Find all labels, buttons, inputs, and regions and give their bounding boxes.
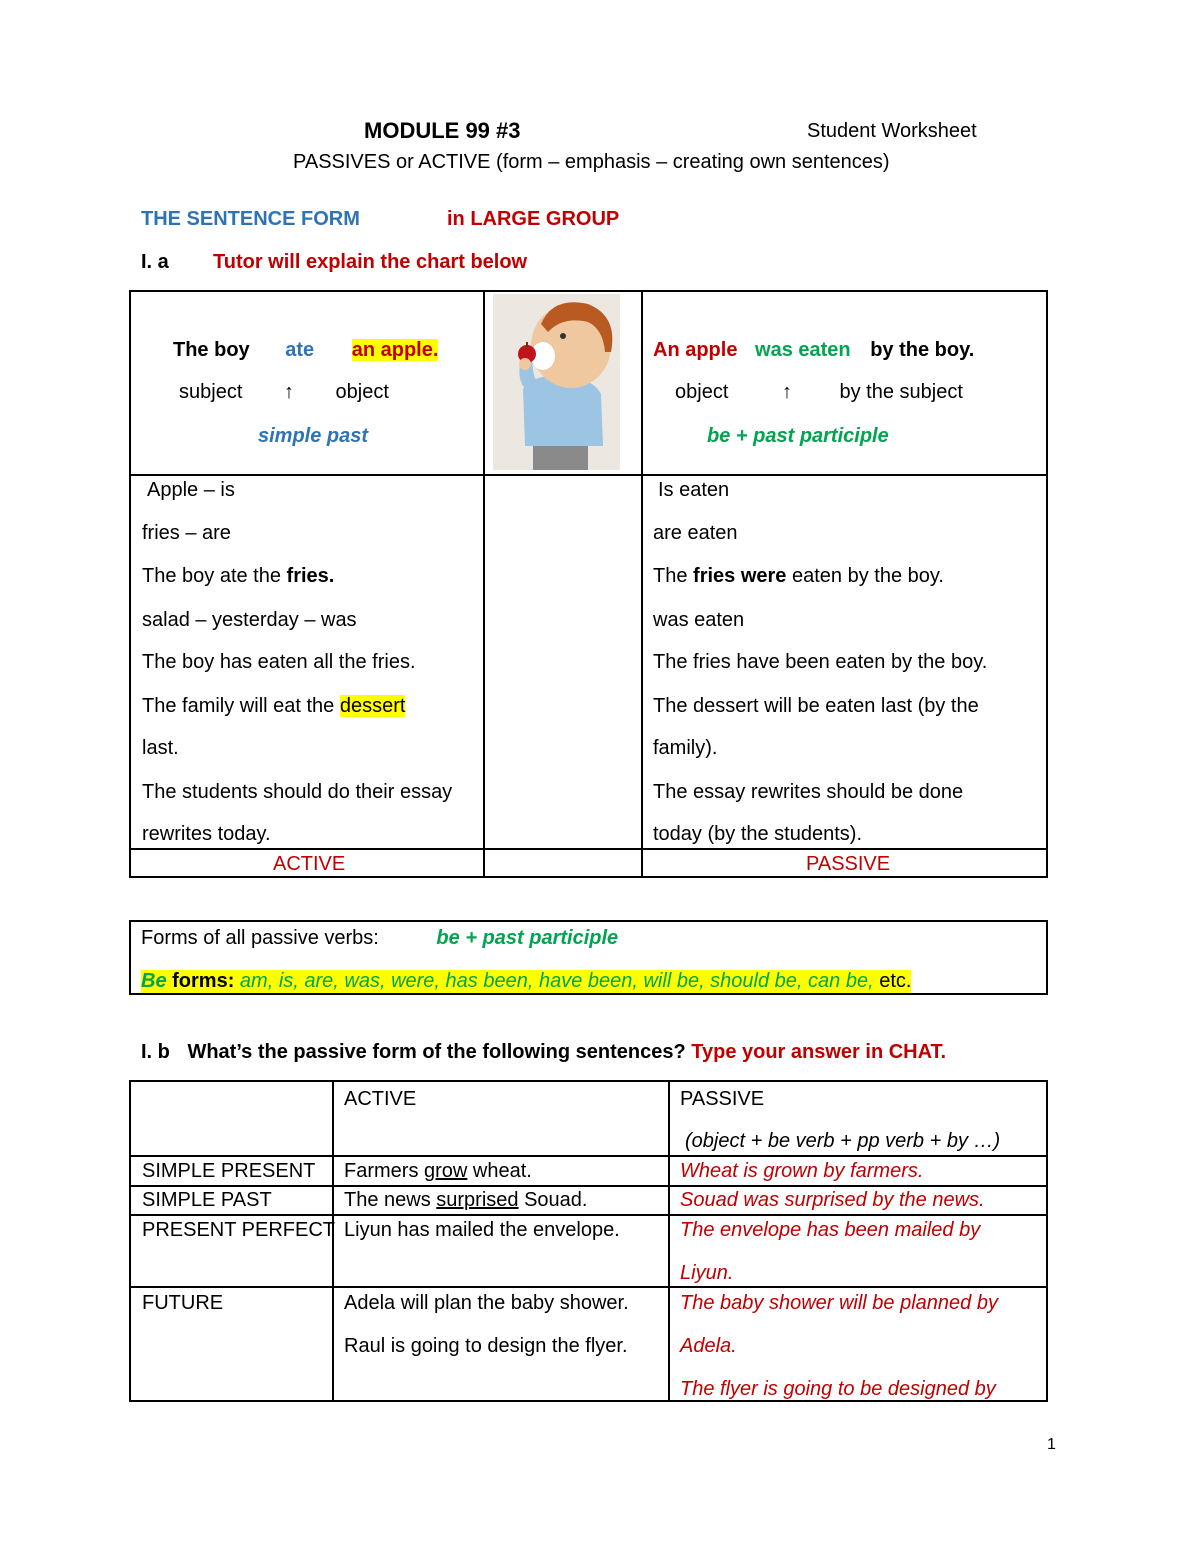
passive-exercise-table [129, 1080, 1048, 1402]
active-line: The boy has eaten all the fries. [142, 651, 416, 673]
passive-line: family). [653, 737, 718, 759]
passive-line: are eaten [653, 522, 738, 544]
boy-eating-apple-image [493, 294, 620, 470]
passive-line: The fries were eaten by the boy. [653, 565, 944, 587]
label-by-subject: by the subject [839, 381, 963, 403]
row-passive: Liyun. [680, 1262, 734, 1284]
arrow-up-icon: ↑ [283, 381, 294, 403]
passive-line: The dessert will be eaten last (by the [653, 695, 979, 717]
section-title: THE SENTENCE FORM [141, 208, 360, 230]
row-active: The news surprised Souad. [344, 1189, 588, 1211]
active-verb: ate [285, 339, 315, 361]
active-line: last. [142, 737, 179, 759]
passive-line: The fries have been eaten by the boy. [653, 651, 988, 673]
footer-passive: PASSIVE [806, 853, 891, 875]
arrow-up-icon: ↑ [781, 381, 792, 403]
module-title: MODULE 99 #3 [364, 118, 521, 143]
simple-past-label: simple past [258, 425, 369, 447]
passive-formula: be + past participle [707, 425, 889, 447]
passive-line: was eaten [653, 609, 745, 631]
active-object: an apple. [351, 339, 439, 361]
row-tense: SIMPLE PAST [142, 1189, 272, 1211]
passive-verb: was eaten [755, 339, 851, 361]
ia-label: I. a [141, 251, 169, 273]
row-passive: The baby shower will be planned by [680, 1292, 998, 1314]
group-label: in LARGE GROUP [447, 208, 620, 230]
ib-question: What’s the passive form of the following sentences? [187, 1041, 686, 1063]
row-tense: SIMPLE PRESENT [142, 1160, 316, 1182]
worksheet-label: Student Worksheet [807, 120, 977, 142]
label-object-passive: object [675, 381, 729, 403]
passive-line: Is eaten [658, 479, 730, 501]
active-line: The family will eat the dessert [142, 695, 406, 717]
subtitle: PASSIVES or ACTIVE (form – emphasis – creating own sentences) [293, 151, 890, 173]
active-line: The students should do their essay [142, 781, 453, 803]
label-object: object [335, 381, 389, 403]
passive-forms-box [129, 920, 1048, 995]
passive-line: The essay rewrites should be done [653, 781, 964, 803]
row-tense: FUTURE [142, 1292, 224, 1314]
active-subject: The boy [173, 339, 250, 361]
active-passive-chart [129, 290, 1048, 878]
row-passive: The envelope has been mailed by [680, 1219, 981, 1241]
footer-active: ACTIVE [273, 853, 346, 875]
forms-word: forms: [166, 970, 235, 992]
row-active: Raul is going to design the flyer. [344, 1335, 628, 1357]
active-line: salad – yesterday – was [142, 609, 357, 631]
ib-instruction: Type your answer in CHAT. [691, 1041, 947, 1063]
be-word: Be [141, 970, 167, 992]
row-passive: Wheat is grown by farmers. [680, 1160, 924, 1182]
row-active: Liyun has mailed the envelope. [344, 1219, 620, 1241]
active-line: rewrites today. [142, 823, 271, 845]
active-line: Apple – is [147, 479, 235, 501]
row-active: Adela will plan the baby shower. [344, 1292, 629, 1314]
etc: etc. [873, 970, 912, 992]
forms-label: Forms of all passive verbs: [141, 927, 379, 949]
active-line: The boy ate the fries. [142, 565, 335, 587]
active-line: fries – are [142, 522, 231, 544]
row-passive: The flyer is going to be designed by [680, 1378, 996, 1400]
row-passive: Adela. [680, 1335, 737, 1357]
ia-text: Tutor will explain the chart below [213, 251, 528, 273]
be-forms-list: am, is, are, was, were, has been, have been, will be, should be, can be, [234, 970, 874, 992]
row-tense: PRESENT PERFECT [142, 1219, 335, 1241]
label-subject: subject [179, 381, 243, 403]
forms-formula: be + past participle [436, 927, 619, 949]
ib-label: I. b [141, 1041, 170, 1063]
passive-formula-hint: (object + be verb + pp verb + by …) [685, 1130, 1001, 1152]
row-active: Farmers grow wheat. [344, 1160, 532, 1182]
col-passive: PASSIVE [680, 1088, 765, 1110]
passive-line: today (by the students). [653, 823, 863, 845]
col-active: ACTIVE [344, 1088, 417, 1110]
row-passive: Souad was surprised by the news. [680, 1189, 985, 1211]
page-number: 1 [1047, 1436, 1056, 1453]
passive-by-phrase: by the boy. [870, 339, 975, 361]
passive-object: An apple [653, 339, 738, 361]
